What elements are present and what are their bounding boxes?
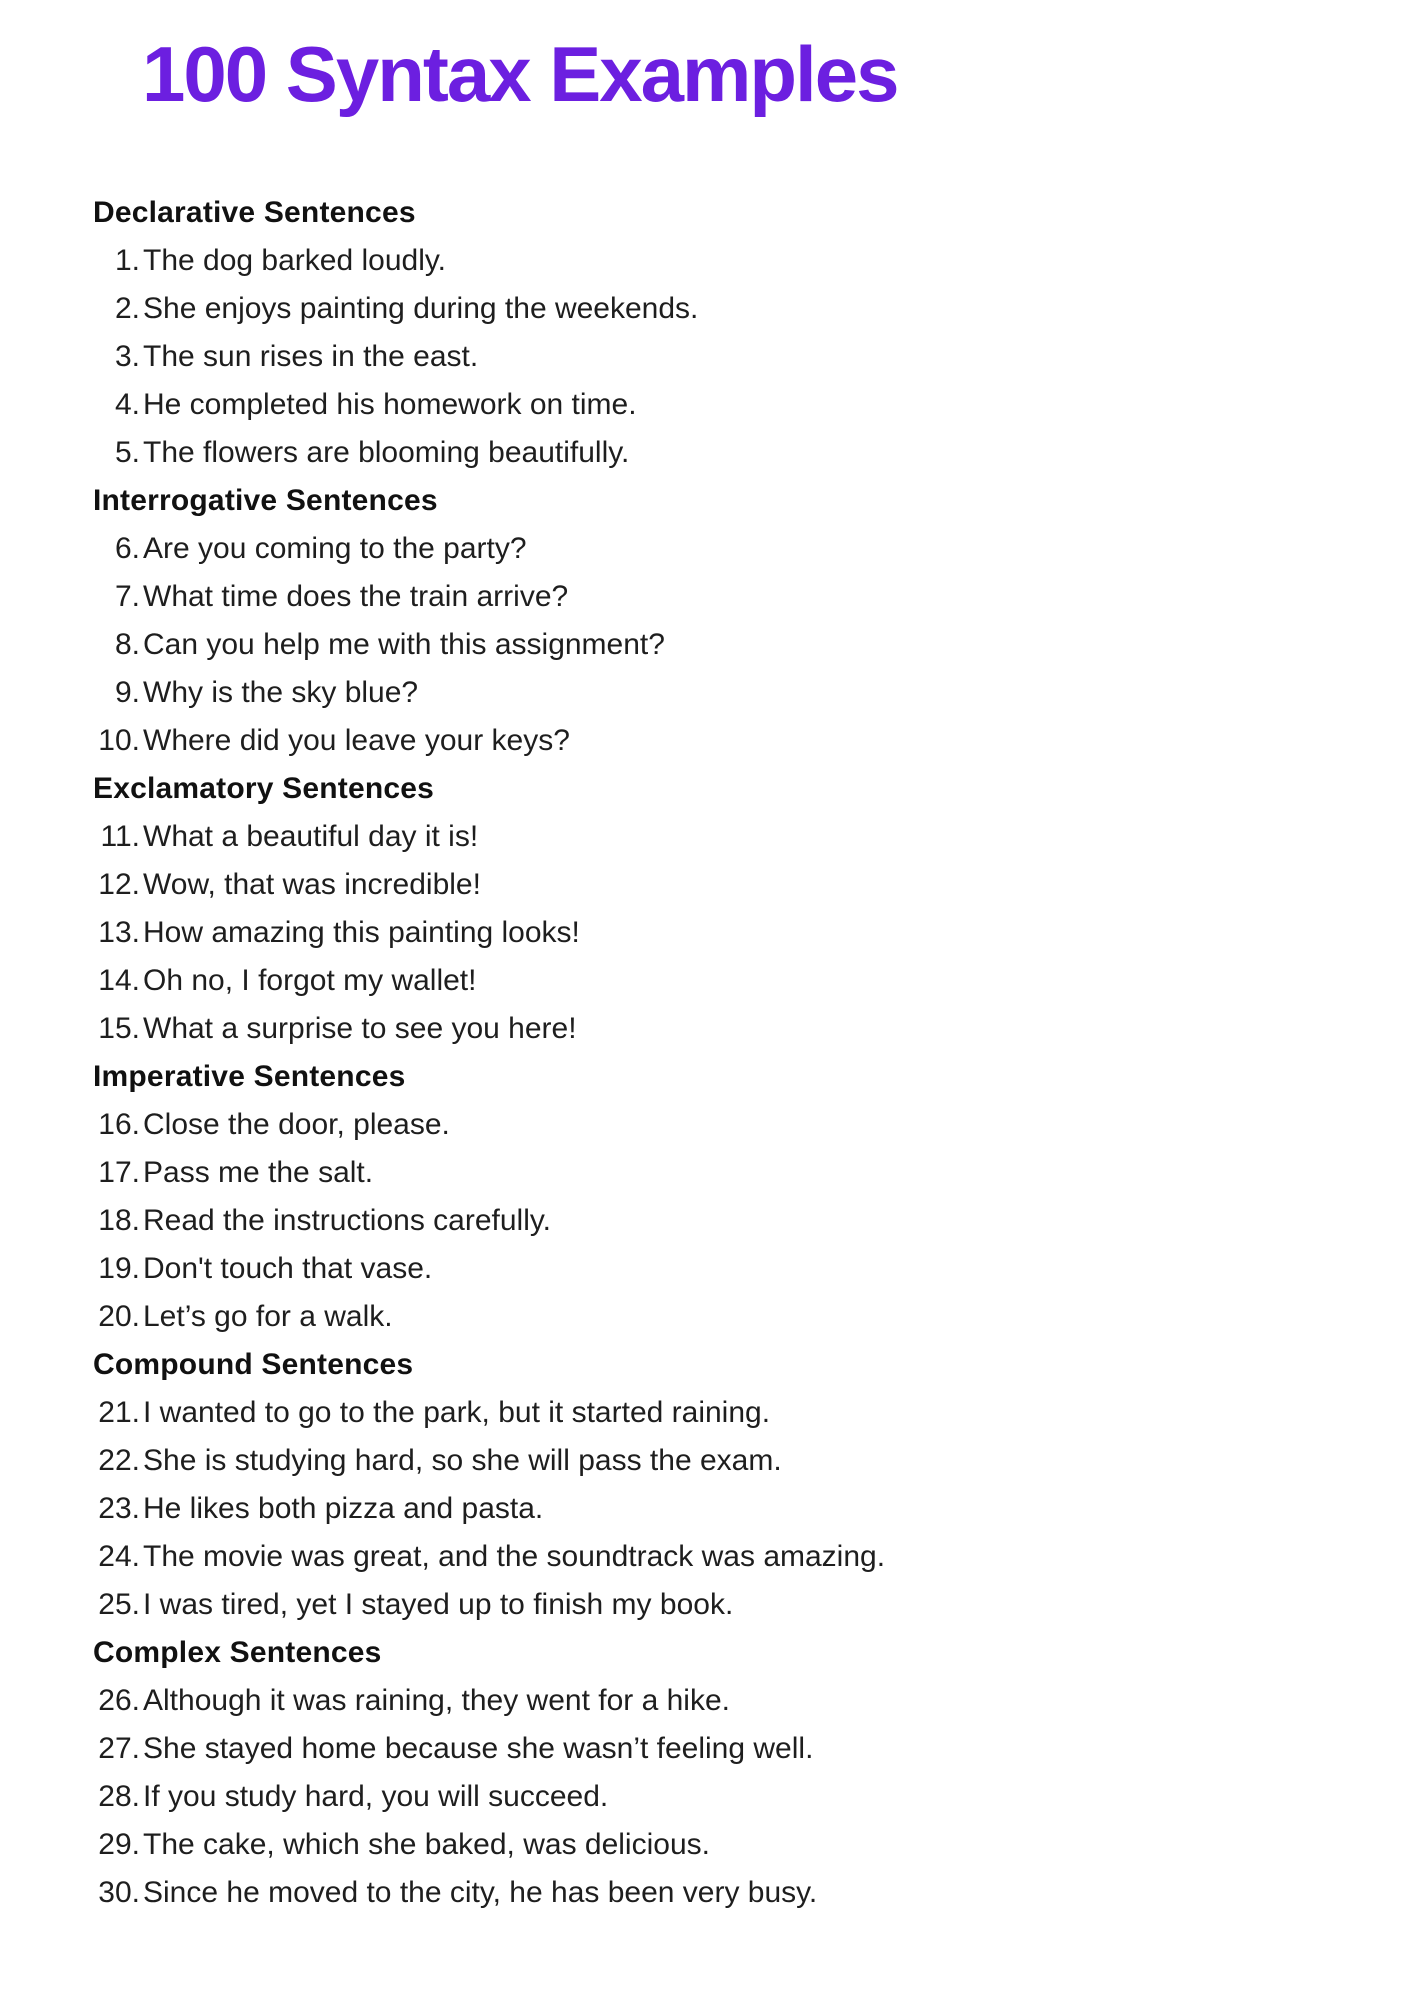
list-item (93, 669, 1354, 717)
list-item (93, 813, 1354, 861)
item-number: 18. (98, 1204, 140, 1237)
list-item (93, 1725, 1354, 1773)
item-text: The cake, which she baked, was delicious. (143, 1828, 710, 1861)
list-item (93, 1149, 1354, 1197)
list-item (93, 1005, 1354, 1053)
list-item (93, 525, 1354, 573)
item-text: Oh no, I forgot my wallet! (143, 964, 477, 997)
item-text: Let’s go for a walk. (143, 1300, 393, 1333)
item-number: 27. (98, 1732, 140, 1765)
item-text: What time does the train arrive? (143, 580, 569, 613)
list-item (93, 333, 1354, 381)
list-item (93, 1245, 1354, 1293)
item-number: 8. (114, 628, 140, 661)
item-text: Don't touch that vase. (143, 1252, 433, 1285)
list-item (93, 909, 1354, 957)
list-item (93, 381, 1354, 429)
item-text: I wanted to go to the park, but it started raining. (143, 1396, 771, 1429)
list-item (93, 285, 1354, 333)
item-text: Read the instructions carefully. (143, 1204, 551, 1237)
section-heading-exclamatory: Exclamatory Sentences (93, 772, 435, 805)
item-text: Since he moved to the city, he has been very busy. (143, 1876, 818, 1909)
item-number: 17. (98, 1156, 140, 1189)
list-item (93, 429, 1354, 477)
list-item (93, 621, 1354, 669)
item-number: 19. (98, 1252, 140, 1285)
item-text: Although it was raining, they went for a hike. (143, 1684, 730, 1717)
item-number: 25. (98, 1588, 140, 1621)
section-heading-interrogative: Interrogative Sentences (93, 484, 438, 517)
item-number: 24. (98, 1540, 140, 1573)
list-item (93, 1581, 1354, 1629)
list-item (93, 1821, 1354, 1869)
list-item (93, 1197, 1354, 1245)
item-text: Are you coming to the party? (143, 532, 527, 565)
item-text: Close the door, please. (143, 1108, 450, 1141)
item-text: The dog barked loudly. (143, 244, 446, 277)
item-number: 16. (98, 1108, 140, 1141)
list-item (93, 237, 1354, 285)
item-number: 23. (98, 1492, 140, 1525)
item-text: She stayed home because she wasn’t feeling well. (143, 1732, 814, 1765)
list-item (93, 1869, 1354, 1917)
item-text: Wow, that was incredible! (143, 868, 481, 901)
item-text: What a beautiful day it is! (143, 820, 479, 853)
item-number: 1. (114, 244, 140, 277)
list-item (93, 573, 1354, 621)
item-number: 26. (98, 1684, 140, 1717)
item-number: 3. (114, 340, 140, 373)
item-number: 10. (98, 724, 140, 757)
list-item (93, 1101, 1354, 1149)
item-text: She is studying hard, so she will pass the exam. (143, 1444, 782, 1477)
item-number: 9. (114, 676, 140, 709)
item-number: 7. (114, 580, 140, 613)
list-item (93, 957, 1354, 1005)
list-item (93, 1293, 1354, 1341)
list-item (93, 1677, 1354, 1725)
item-text: How amazing this painting looks! (143, 916, 580, 949)
list-item (93, 1485, 1354, 1533)
section-heading-imperative: Imperative Sentences (93, 1060, 406, 1093)
list-item (93, 861, 1354, 909)
item-number: 12. (98, 868, 140, 901)
item-number: 15. (98, 1012, 140, 1045)
list-item (93, 1533, 1354, 1581)
item-number: 14. (98, 964, 140, 997)
item-text: He completed his homework on time. (143, 388, 637, 421)
list-item (93, 717, 1354, 765)
item-number: 13. (98, 916, 140, 949)
item-number: 29. (98, 1828, 140, 1861)
item-number: 21. (98, 1396, 140, 1429)
item-text: The sun rises in the east. (143, 340, 479, 373)
section-heading-complex: Complex Sentences (93, 1636, 382, 1669)
item-text: What a surprise to see you here! (143, 1012, 577, 1045)
item-text: I was tired, yet I stayed up to finish my book. (143, 1588, 734, 1621)
section-heading-compound: Compound Sentences (93, 1348, 414, 1381)
section-heading-declarative: Declarative Sentences (93, 196, 416, 229)
item-text: If you study hard, you will succeed. (143, 1780, 609, 1813)
list-item (93, 1389, 1354, 1437)
list-item (93, 1437, 1354, 1485)
item-number: 4. (114, 388, 140, 421)
item-number: 28. (98, 1780, 140, 1813)
item-text: The flowers are blooming beautifully. (143, 436, 630, 469)
item-number: 11. (100, 820, 140, 853)
item-number: 20. (98, 1300, 140, 1333)
item-number: 22. (98, 1444, 140, 1477)
list-item (93, 1773, 1354, 1821)
item-text: Why is the sky blue? (143, 676, 419, 709)
page-title: 100 Syntax Examples (142, 30, 898, 118)
item-number: 30. (98, 1876, 140, 1909)
item-text: Can you help me with this assignment? (143, 628, 665, 661)
item-text: He likes both pizza and pasta. (143, 1492, 544, 1525)
sentence-list (93, 189, 1354, 1917)
item-text: She enjoys painting during the weekends. (143, 292, 699, 325)
item-text: Where did you leave your keys? (143, 724, 570, 757)
item-number: 5. (114, 436, 140, 469)
item-text: The movie was great, and the soundtrack was amazing. (143, 1540, 886, 1573)
item-number: 2. (114, 292, 140, 325)
item-text: Pass me the salt. (143, 1156, 374, 1189)
item-number: 6. (114, 532, 140, 565)
